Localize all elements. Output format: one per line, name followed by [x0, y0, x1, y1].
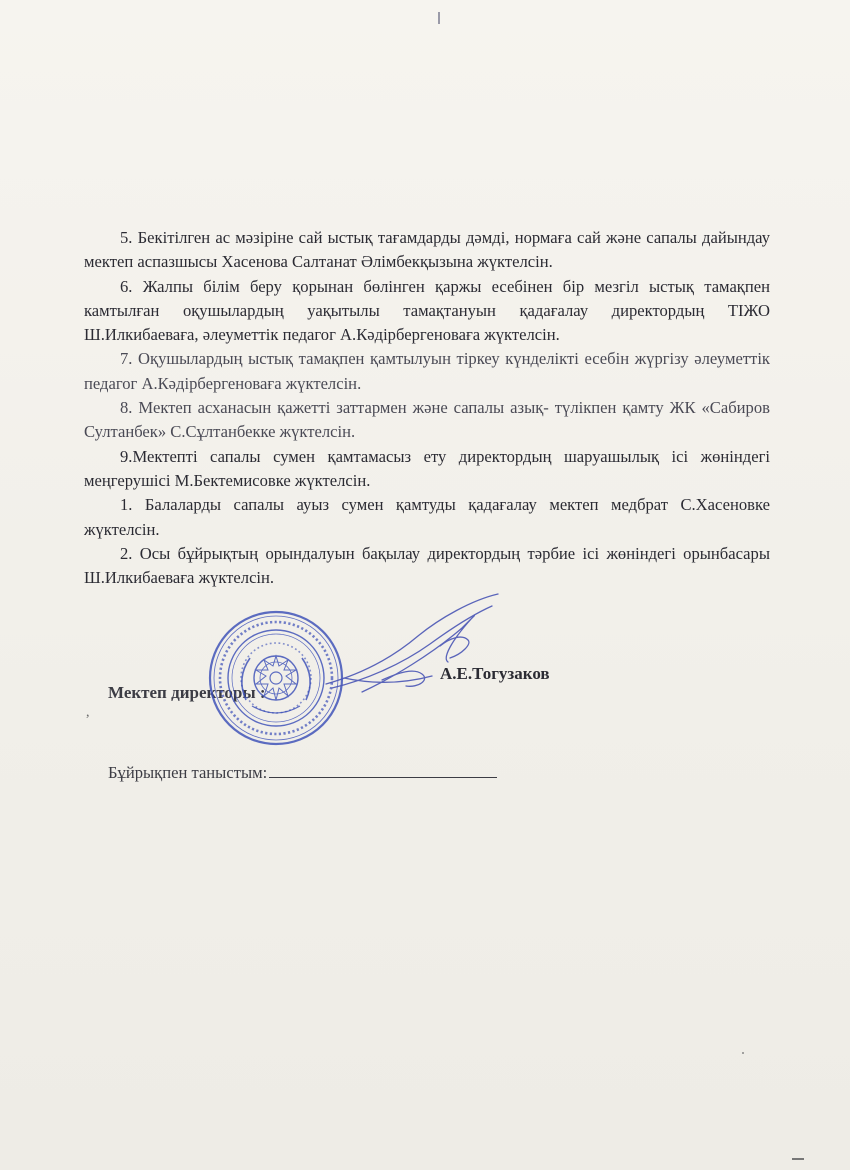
director-label: Мектеп директоры : [108, 683, 266, 702]
order-paragraph: 2. Осы бұйрықтың орындалуын бақылау директордың тәрбие ісі жөніндегі орынбасары Ш.Илкибаеваға жүктелсін. [84, 543, 770, 588]
order-paragraph: 8. Мектеп асханасын қажетті заттармен және сапалы азық- түлікпен қамту ЖК «Сабиров Султанбек» С.Сұлтанбекке жүктелсін. [84, 398, 770, 442]
handwritten-signature-icon [322, 588, 502, 708]
director-name: А.Е.Тогузаков [440, 664, 550, 683]
scan-mark [792, 1158, 804, 1160]
order-paragraph: 5. Бекітілген ас мәзіріне сай ыстық тағамдарды дәмді, нормаға сай және сапалы дайындау мектеп аспазшысы Хасенова Салтанат Әлімбекқызына жүктелсін. [84, 228, 770, 272]
acknowledgement-label: Бұйрықпен таныстым: [108, 763, 268, 782]
order-paragraph: 9.Мектепті сапалы сумен қамтамасыз ету директордың шаруашылық ісі жөніндегі меңгерушісі М.Бектемисовке жүктелсін. [84, 446, 770, 490]
scan-dot: , [86, 705, 90, 720]
order-paragraph: 1. Балаларды сапалы ауыз сумен қамтуды қадағалау мектеп медбрат С.Хасеновке жүктелсін. [84, 495, 770, 539]
signature-line [269, 763, 497, 778]
order-body [84, 226, 770, 590]
scan-dot [742, 1052, 744, 1054]
acknowledgement [108, 763, 497, 783]
order-paragraph: 6. Жалпы білім беру қорынан бөлінген қаржы есебінен бір мезгіл ыстық тамақпен камтылған оқушылардың уақытылы тамақтануын қадағалау директордың ТІЖО Ш.Илкибаеваға, әлеуметтік педагог А.Кәдірбергеноваға жүктелсін. [84, 276, 770, 345]
scan-mark [438, 12, 440, 24]
order-paragraph: 7. Оқушылардың ыстық тамақпен қамтылуын тіркеу күнделікті есебін жүргізу әлеуметтік педагог А.Кәдірбергеноваға жүктелсін. [84, 349, 770, 393]
